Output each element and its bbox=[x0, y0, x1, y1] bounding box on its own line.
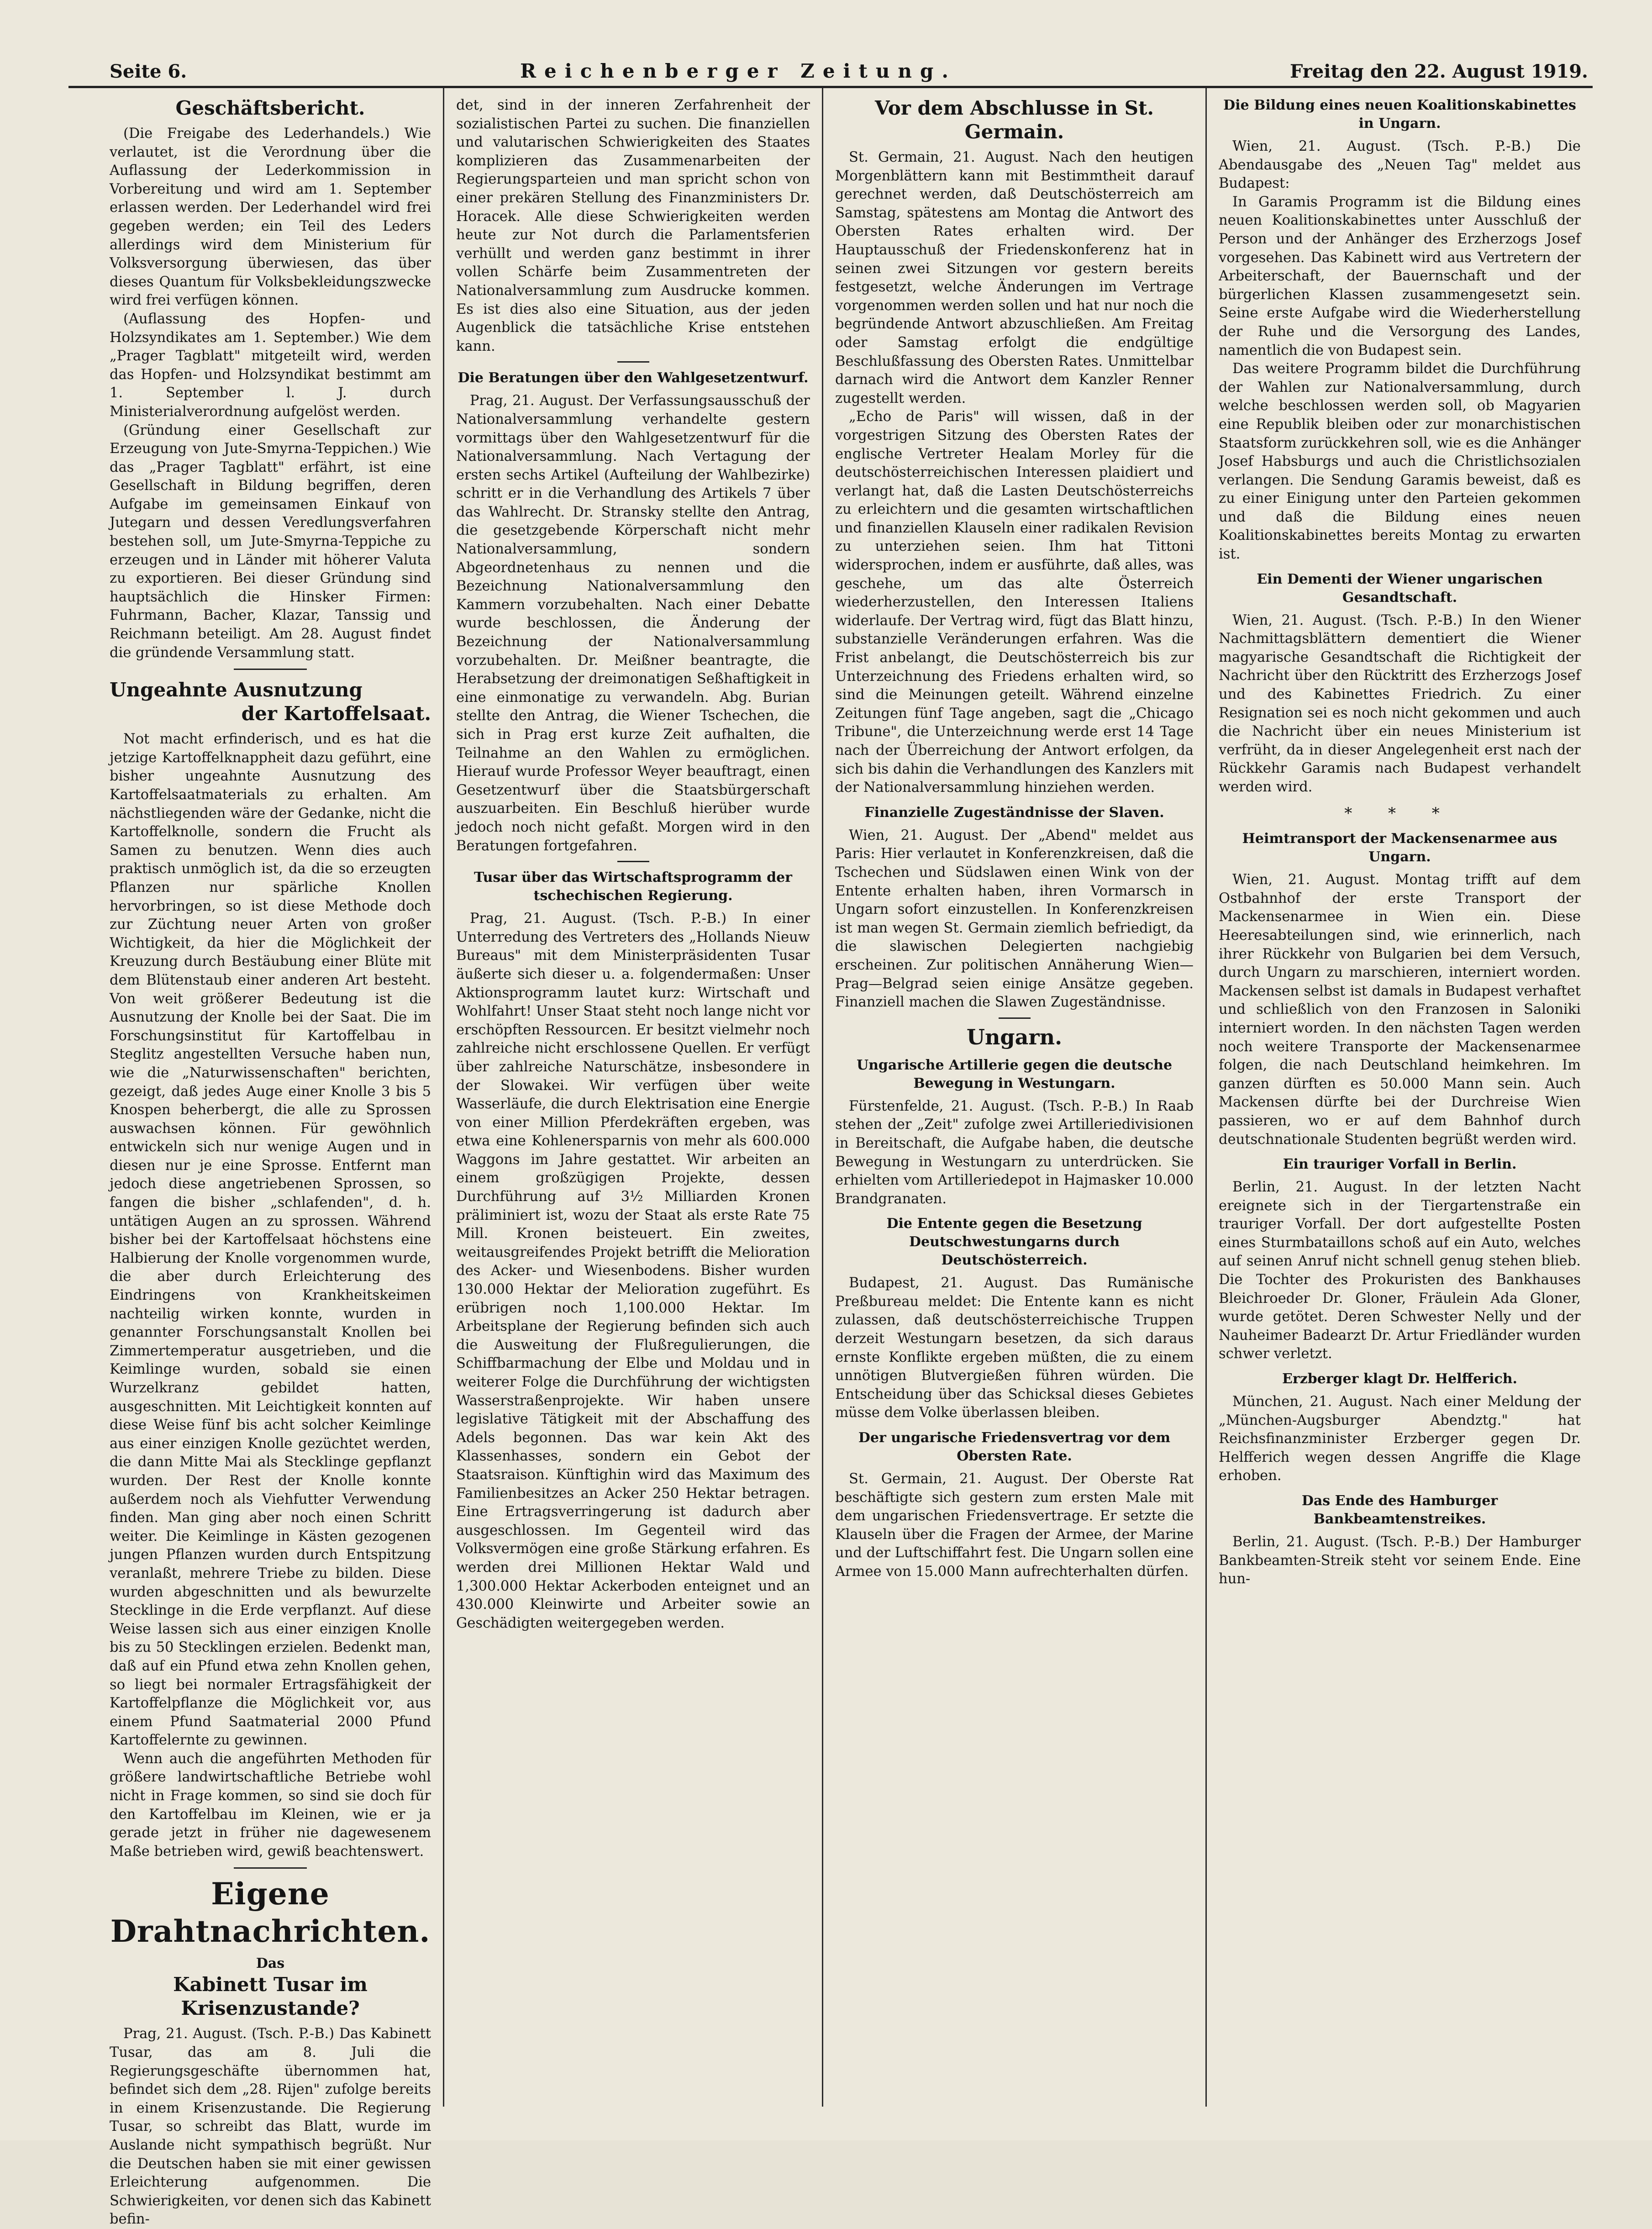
paragraph: Prag, 21. August. (Tsch. P.-B.) In einer Unterredung des Vertreters des „Hollands Nieuw Bureaus" mit dem Ministerpräsidenten Tusar äußerte sich dieser u. a. folgendermaßen: Unser Aktionsprogramm lautet kurz: Wirtschaft und Wohlfahrt! Unser Staat steht noch lange nicht vor erschöpften Ressourcen. Er besitzt vielmehr noch zahlreiche nicht erschlossene Quellen. Er verfügt über zahlreiche Naturschätze, insbesondere in der Slowakei. Wir verfügen über weite Wasserläufe, die durch Elektrisation eine Energie von einer Million Pferdekräften ergeben, was etwa eine Kohlenersparnis von mehr als 600.000 Waggons im Jahre gestattet. Wir arbeiten an einem großzügigen Projekte, dessen Durchführung auf 3½ Milliarden Kronen präliminiert ist, wozu der Staat als erste Rate 75 Mill. Kronen beisteuert. Ein zweites, weitausgreifendes Projekt betrifft die Melioration des Acker- und Wiesenbodens. Bisher wurden 130.000 Hektar der Melioration zugeführt. Es erübrigen noch 1,100.000 Hektar. Im Arbeitsplane der Regierung befinden sich auch die Ausweitung der Flußregulierungen, die Schiffbarmachung der Elbe und Moldau und in weiterer Folge die Durchführung der wichtigsten Wasserstraßenprojekte. Wir haben unsere legislative Tätigkeit mit der Abschaffung des Adels begonnen. Das war kein Akt des Klassenhasses, sondern ein Gebot der Staatsraison. Künftighin wird das Maximum des Familienbesitzes an Acker 250 Hektar betragen. Eine Ertragsverringerung ist dadurch aber ausgeschlossen. Im Gegenteil wird das Volksvermögen eine große Stärkung erfahren. Es werden drei Millionen Hektar Wald und 1,300.000 Hektar Ackerboden enteignet und an 430.000 Kleinwirte und Arbeiter sowie an Geschädigten weitergegeben werden. bbox=[456, 911, 810, 1631]
heading-geschaeftsbericht: Geschäftsbericht. bbox=[175, 97, 365, 119]
paragraph: „Echo de Paris" will wissen, daß in der vorgestrigen Sitzung des Obersten Rates der englische Vertreter Healam Morley für die deutschösterreichischen Interessen plaidiert und verlangt hat, daß die Lasten Deutschösterreichs zu erleichtern und die gesamten wirtschaftlichen und finanziellen Klauseln einer radikalen Revision zu unterziehen seien. Ihm hat Tittoni widersprochen, indem er ausführte, daß alles, was geschehe, um das alte Österreich wiederherzustellen, den Interessen Italiens widerlaufe. Der Vertrag wird, fügt das Blatt hinzu, substanzielle Veränderungen erfahren. Was die Frist anbelangt, die Deutschösterreich bis zur Unterzeichnung des Friedens erhalten wird, so sind die Meinungen geteilt. Während einzelne Zeitungen fünf Tage angeben, sagt die „Chicago Tribune", die Unterzeichnung werde erst 14 Tage nach der Überreichung der Antwort erfolgen, da sich bis dahin die Verhandlungen des Kanzlers mit der Nationalversammlung hinziehen werden. bbox=[835, 409, 1194, 796]
column-4 bbox=[1205, 88, 1593, 2107]
paragraph: Fürstenfelde, 21. August. (Tsch. P.-B.) In Raab stehen der „Zeit" zufolge zwei Artilleriedivisionen in Bereitschaft, die Aufgabe haben, die deutsche Bewegung in Westungarn zu unterdrücken. Sie erhielten vom Artilleriedepot in Hajmasker 10.000 Brandgranaten. bbox=[835, 1098, 1194, 1207]
paragraph: Wenn auch die angeführten Methoden für größere landwirtschaftliche Betriebe wohl nicht in Frage kommen, so sind sie doch für den Kartoffelbau im Kleinen, wie er ja gerade jetzt in früher nie dagewesenem Maße betrieben wird, gewiß beachtenswert. bbox=[110, 1750, 431, 1860]
heading-ungeahnte: Ungeahnte Ausnutzung bbox=[110, 679, 363, 701]
paragraph: In Garamis Programm ist die Bildung eines neuen Koalitionskabinettes unter Ausschluß der Person und der Anhänger des Erzherzogs Josef vorgesehen. Das Kabinett wird aus Vertretern der Arbeiterschaft, der Bauernschaft und der bürgerlichen Klassen zusammengesetzt sein. Seine erste Aufgabe wird die Wiederherstellung der Ruhe und die Versorgung des Landes, namentlich die von Budapest sein. bbox=[1219, 194, 1581, 358]
divider bbox=[617, 361, 649, 363]
paragraph: Prag, 21. August. Der Verfassungsausschuß der Nationalversammlung verhandelte gestern vormittags über den Wahlgesetzentwurf für die Nationalversammlung. Nach Vertagung der ersten sechs Artikel (Aufteilung der Wahlbezirke) schritt er in die Verhandlung des Artikels 7 über das Wahlrecht. Dr. Stransky stellte den Antrag, die gesetzgebende Körperschaft nicht mehr Nationalversammlung, sondern Abgeordnetenhaus zu nennen und die Bezeichnung Nationalversammlung den Kammern vorzubehalten. Nach einer Debatte wurde beschlossen, die Änderung der Bezeichnung der Nationalversammlung vorzubehalten. Dr. Meißner beantragte, die Herabsetzung der dreimonatigen Seßhaftigkeit in eine einmonatige zu verwandeln. Abg. Burian stellte den Antrag, die Wiener Tschechen, die sich in Prag erst kurze Zeit aufhalten, die Teilnahme an den Wahlen zu ermöglichen. Hierauf wurde Professor Weyer beauftragt, einen Gesetzentwurf über die Staatsbürgerschaft auszuarbeiten. Ein Beschluß hierüber wurde jedoch noch nicht gefaßt. Morgen wird in den Beratungen fortgefahren. bbox=[456, 393, 810, 854]
paragraph: (Gründung einer Gesellschaft zur Erzeugung von Jute-Smyrna-Teppichen.) Wie das „Prager Tagblatt" erfährt, ist eine Gesellschaft in Bildung begriffen, deren Aufgabe im gemeinsamen Einkauf von Jutegarn und dessen Veredlungsverfahren bestehen soll, um Jute-Smyrna-Teppiche zu erzeugen und in Länder mit höherer Valuta zu exportieren. Bei dieser Gründung sind hauptsächlich die Hinsker Firmen: Fuhrmann, Bacher, Klazar, Tanssig und Reichmann beteiligt. Am 28. August findet die gründende Versammlung statt. bbox=[110, 422, 431, 661]
heading-vorfall-berlin: Ein trauriger Vorfall in Berlin. bbox=[1283, 1156, 1517, 1173]
divider bbox=[234, 669, 307, 670]
heading-dementi: Ein Dementi der Wiener ungarischen Gesandtschaft. bbox=[1257, 571, 1543, 606]
paragraph: Budapest, 21. August. Das Rumänische Preßbureau meldet: Die Entente kann es nicht zulassen, daß deutschösterreichische Truppen derzeit Westungarn besetzen, da sich daraus ernste Konflikte ergeben müßten, die zu einem unnötigen Blutvergießen führen würden. Die Entscheidung über das Schicksal dieses Gebietes müsse dem Volke überlassen bleiben. bbox=[835, 1275, 1194, 1421]
heading-bankbeamten: Das Ende des Hamburger Bankbeamtenstreikes. bbox=[1301, 1493, 1498, 1527]
paragraph: St. Germain, 21. August. Nach den heutigen Morgenblättern kann mit Bestimmtheit darauf gerechnet werden, daß Deutschösterreich am Samstag, spätestens am Montag die Antwort des Obersten Rates erhalten wird. Der Hauptausschuß der Friedenskonferenz hat in seinen zwei Sitzungen vor gestern bereits festgesetzt, welche Änderungen im Vertrage vorgenommen werden sollen und hat nur noch die begründende Antwort abzuschließen. Am Freitag oder Samstag erfolgt die endgültige Beschlußfassung des Obersten Rates. Unmittelbar darnach wird die Antwort dem Kanzler Renner zugestellt werden. bbox=[835, 149, 1194, 406]
column-3 bbox=[822, 88, 1205, 2107]
heading-artillerie: Ungarische Artillerie gegen die deutsche Bewegung in Westungarn. bbox=[856, 1057, 1173, 1091]
heading-mackensen: Heimtransport der Mackensenarmee aus Ungarn. bbox=[1242, 831, 1557, 865]
heading-das: Das bbox=[256, 1955, 285, 1972]
section-stars: * * * bbox=[1344, 804, 1455, 822]
paragraph: Berlin, 21. August. In der letzten Nacht ereignete sich in der Tiergartenstraße ein trauriger Vorfall. Der dort aufgestellte Posten eines Sturmbataillons schoß auf ein Auto, welches auf seinen Anruf nicht schnell genug stehen blieb. Die Tochter des Prokuristen des Bankhauses Bleichroeder Dr. Gloner, Fräulein Ada Gloner, wurde getötet. Deren Schwester Nelly und der Nauheimer Badearzt Dr. Artur Friedländer wurden schwer verletzt. bbox=[1219, 1179, 1581, 1362]
heading-ungarn: Ungarn. bbox=[966, 1024, 1063, 1049]
newspaper-title: Reichenberger Zeitung. bbox=[520, 60, 957, 82]
heading-tusar-wirtschaft: Tusar über das Wirtschaftsprogramm der tschechischen Regierung. bbox=[474, 869, 792, 904]
divider bbox=[234, 1867, 307, 1869]
heading-kabinett-tusar: Kabinett Tusar im Krisenzustande? bbox=[173, 1973, 368, 2020]
heading-koalitionskabinett: Die Bildung eines neuen Koalitionskabinettes in Ungarn. bbox=[1223, 97, 1576, 132]
paragraph: Prag, 21. August. (Tsch. P.-B.) Das Kabinett Tusar, das am 8. Juli die Regierungsgeschäfte übernommen hat, befindet sich dem „28. Rijen" zufolge bereits in einem Krisenzustande. Die Regierung Tusar, so schreibt das Blatt, wurde im Auslande nicht sympathisch begrüßt. Nur die Deutschen haben sie mit einer gewissen Erleichterung aufgenommen. Die Schwierigkeiten, vor denen sich das Kabinett befin- bbox=[110, 2026, 431, 2228]
paragraph: München, 21. August. Nach einer Meldung der „München-Augsburger Abendztg." hat Reichsfinanzminister Erzberger gegen Dr. Helfferich wegen dessen Angriffe die Klage erhoben. bbox=[1219, 1394, 1581, 1484]
heading-st-germain: Vor dem Abschlusse in St. Germain. bbox=[875, 97, 1154, 143]
column-1 bbox=[68, 88, 443, 2228]
heading-kartoffelsaat: der Kartoffelsaat. bbox=[241, 702, 431, 725]
heading-eigene-drahtnachrichten: Eigene Drahtnachrichten. bbox=[110, 1876, 431, 1950]
column-2 bbox=[443, 88, 822, 2107]
paragraph: Wien, 21. August. (Tsch. P.-B.) Die Abendausgabe des „Neuen Tag" meldet aus Budapest: bbox=[1219, 138, 1581, 192]
divider bbox=[617, 861, 649, 862]
paragraph: Not macht erfinderisch, und es hat die jetzige Kartoffelknappheit dazu geführt, eine bisher ungeahnte Ausnutzung des Kartoffelsaatmaterials zu erhalten. Am nächstliegenden wäre der Gedanke, nicht die Kartoffelknolle, sondern die Frucht als Samen zu benutzen. Wenn dies auch praktisch unmöglich ist, da die so erzeugten Pflanzen nur spärliche Knollen hervorbringen, so ist diese Methode doch zur Züchtung neuer Arten von großer Wichtigkeit, da hier die Möglichkeit der Kreuzung durch Bestäubung einer Blüte mit dem Blütenstaub einer anderen Art besteht. Von weit größerer Bedeutung ist die Ausnutzung der Knolle bei der Saat. Die im Forschungsinstitut für Kartoffelbau in Steglitz angestellten Versuche haben nun, wie die „Naturwissenschaften" berichten, gezeigt, daß jedes Auge einer Knolle 3 bis 5 Knospen beherbergt, die alle zu Sprossen auswachsen können. Für gewöhnlich entwickeln sich nur wenige Augen und in diesen nur je eine Sprosse. Entfernt man jedoch diese angetriebenen Sprossen, so fangen die bisher „schlafenden", d. h. untätigen Augen an zu sprossen. Während bisher bei der Kartoffelsaat höchstens eine Halbierung der Knolle vorgenommen wurde, die aber durch Erleichterung des Eindringens von Krankheitskeimen nachteilig wirken konnte, wurden in genannter Forschungsanstalt Knollen bei Zimmertemperatur ausgetrieben, und die Keimlinge wurden, sobald sie einen Wurzelkranz gebildet hatten, ausgeschnitten. Mit Leichtigkeit konnten auf diese Weise fünf bis acht solcher Keimlinge aus einer einzigen Knolle gezüchtet werden, die dann Mitte Mai als Stecklinge gepflanzt wurden. Der Rest der Knolle konnte außerdem noch als Viehfutter Verwendung finden. Man ging aber noch einen Schritt weiter. Die Keimlinge in Kästen gezogenen jungen Pflanzen wurden durch Entspitzung veranlaßt, mehrere Triebe zu bilden. Diese wurden abgeschnitten und als bewurzelte Stecklinge in die Erde verpflanzt. Auf diese Weise lassen sich aus einer einzigen Knolle bis zu 50 Stecklingen erzielen. Bedenkt man, daß auf ein Pfund etwa zehn Knollen gehen, so liegt bei normaler Ertragsfähigkeit der Kartoffelpflanze die Möglichkeit vor, aus einem Pfund Saatmaterial 2000 Pfund Kartoffelernte zu gewinnen. bbox=[110, 731, 431, 1749]
heading-entente: Die Entente gegen die Besetzung Deutschwestungarns durch Deutschösterreich. bbox=[886, 1216, 1142, 1269]
heading-beratungen: Die Beratungen über den Wahlgesetzentwurf. bbox=[458, 370, 809, 386]
paragraph: Das weitere Programm bildet die Durchführung der Wahlen zur Nationalversammlung, durch welche beschlossen werden soll, ob Magyarien eine Republik bleiben oder zur monarchistischen Staatsform zurückkehren soll, wie es die Anhänger Josef Habsburgs und auch die Christlichsozialen verlangen. Die Sendung Garamis beweist, daß es zu einer Einigung unter den Parteien gekommen und daß die Bildung eines neuen Koalitionskabinettes bereits Montag zu erwarten ist. bbox=[1219, 361, 1581, 563]
heading-finanzielle: Finanzielle Zugeständnisse der Slaven. bbox=[864, 804, 1164, 821]
heading-erzberger: Erzberger klagt Dr. Helfferich. bbox=[1282, 1371, 1517, 1387]
paragraph: Wien, 21. August. Der „Abend" meldet aus Paris: Hier verlautet in Konferenzkreisen, daß die Tschechen und Südslawen einen Wink von der Entente erhalten haben, ihren Vormarsch in Ungarn sofort einzustellen. In Konferenzkreisen ist man wegen St. Germain ziemlich befriedigt, da die slawischen Delegierten nachgiebig erscheinen. Zur politischen Annäherung Wien—Prag—Belgrad seien einige Ansätze gegeben. Finanziell machen die Slawen Zugeständnisse. bbox=[835, 827, 1194, 1011]
paragraph: St. Germain, 21. August. Der Oberste Rat beschäftigte sich gestern zum ersten Male mit dem ungarischen Friedensvertrage. Er setzte die Klauseln über die Fragen der Armee, der Marine und der Luftschiffahrt fest. Die Ungarn sollen eine Armee von 15.000 Mann aufrechterhalten dürfen. bbox=[835, 1471, 1194, 1580]
paragraph: Wien, 21. August. (Tsch. P.-B.) In den Wiener Nachmittagsblättern dementiert die Wiener magyarische Gesandtschaft die Richtigkeit der Nachricht über den Rücktritt des Erzherzogs Josef und des Kabinettes Friedrich. Zu einer Resignation sei es noch nicht gekommen und auch die Nachricht über ein neues Ministerium ist verfrüht, da in dieser Angelegenheit erst nach der Rückkehr Garamis nach Budapest verhandelt werden wird. bbox=[1219, 612, 1581, 795]
article-columns bbox=[68, 88, 1593, 2228]
paragraph: det, sind in der inneren Zerfahrenheit der sozialistischen Partei zu suchen. Die finanziellen und valutarischen Schwierigkeiten des Staates komplizieren das Zusammenarbeiten der Regierungsparteien und man spricht schon von einer prekären Stellung des Finanzministers Dr. Horacek. Alle diese Schwierigkeiten werden heute zur Not durch die Parlamentsferien verhüllt und werden ganz bestimmt in ihrer vollen Schärfe beim Zusammentreten der Nationalversammlung zum Ausdrucke kommen. Es ist dies also eine Situation, aus der jeden Augenblick die tatsächliche Krise entstehen kann. bbox=[456, 97, 810, 354]
paragraph: (Auflassung des Hopfen- und Holzsyndikates am 1. September.) Wie dem „Prager Tagblatt" mitgeteilt wird, werden das Hopfen- und Holzsyndikat bestimmt am 1. September l. J. durch Ministerialverordnung aufgelöst werden. bbox=[110, 311, 431, 420]
paragraph: (Die Freigabe des Lederhandels.) Wie verlautet, ist die Verordnung über die Auflassung der Lederkommission in Vorbereitung und wird am 1. September erlassen werden. Der Lederhandel wird frei gegeben werden; ein Teil des Leders allerdings wird dem Ministerium für Volksversorgung überwiesen, das über dieses Quantum für Volksbekleidungszwecke wird frei verfügen können. bbox=[110, 126, 431, 309]
paragraph: Berlin, 21. August. (Tsch. P.-B.) Der Hamburger Bankbeamten-Streik steht vor seinem Ende. Eine hun- bbox=[1219, 1534, 1581, 1587]
masthead bbox=[68, 50, 1593, 88]
paragraph: Wien, 21. August. Montag trifft auf dem Ostbahnhof der erste Transport der Mackensenarmee in Wien ein. Diese Heeresabteilungen sind, wie erinnerlich, nach ihrer Rückkehr von Bulgarien bei dem Versuch, durch Ungarn zu marschieren, interniert worden. Mackensen selbst ist damals in Budapest verhaftet und schließlich von den Franzosen in Saloniki interniert worden. In den nächsten Tagen werden noch weitere Transporte der Mackensenarmee folgen, die nach Deutschland heimkehren. Im ganzen dürften es 50.000 Mann sein. Auch Mackensen dürfte bei der Durchreise Wien passieren, wo er auf dem Bahnhof durch deutschnationale Studenten begrüßt werden wird. bbox=[1219, 872, 1581, 1148]
page-number: Seite 6. bbox=[110, 61, 187, 82]
heading-friedensvertrag: Der ungarische Friedensvertrag vor dem Obersten Rate. bbox=[858, 1430, 1171, 1465]
divider bbox=[999, 1017, 1031, 1019]
issue-date: Freitag den 22. August 1919. bbox=[1289, 61, 1588, 82]
